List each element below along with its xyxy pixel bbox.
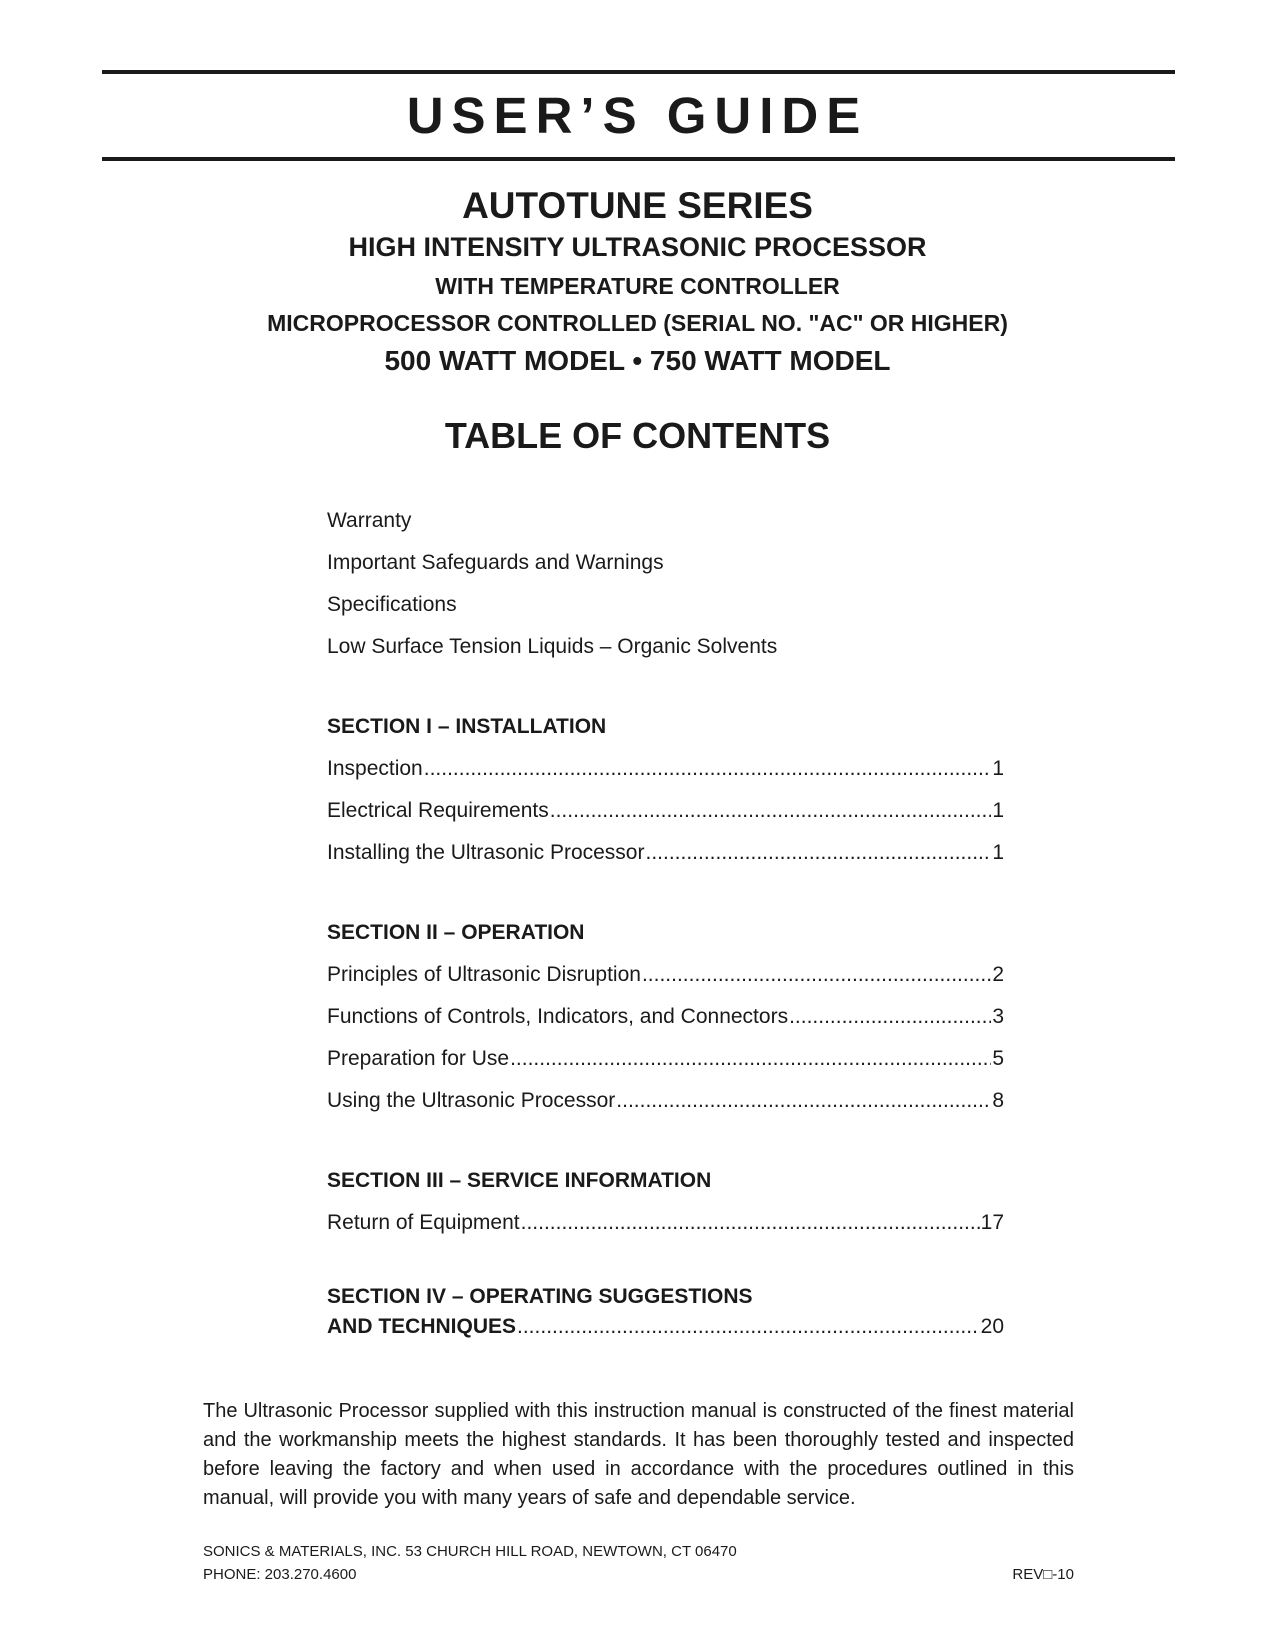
bottom-rule [102,157,1175,161]
toc-entry [327,1312,1004,1342]
dot-leader [616,1080,991,1122]
toc-entry-label: Using the Ultrasonic Processor [327,1089,616,1112]
section-heading-continued: AND TECHNIQUES [327,1315,517,1338]
dot-leader [550,790,992,832]
toc-entry [327,1202,1004,1244]
toc-intro-item: Low Surface Tension Liquids – Organic Solvents [327,635,778,658]
dot-leader [642,954,991,996]
dot-leader [510,1038,991,1080]
toc-entry-page: 20 [980,1315,1004,1338]
dot-leader [517,1312,980,1342]
section-heading: SECTION II – OPERATION [327,921,585,944]
toc-section-2 [327,912,1004,1122]
series-title: AUTOTUNE SERIES [462,185,813,226]
toc-entry [327,954,1004,996]
top-rule [102,70,1175,74]
toc-entry-label: Principles of Ultrasonic Disruption [327,963,641,986]
section-heading: SECTION IV – OPERATING SUGGESTIONS [327,1285,753,1308]
disclaimer-paragraph: The Ultrasonic Processor supplied with this instruction manual is constructed of the finest material and the workmanship meets the highest standards. It has been thoroughly tested and inspected before leaving the factory and when used in accordance with the procedures outlined in this manual, will provide you with many years of safe and dependable service. [203,1400,1074,1509]
toc-entry-page: 1 [992,799,1004,822]
footer-phone: PHONE: 203.270.4600 [203,1566,357,1583]
toc-entry [327,1080,1004,1122]
toc-intro-item: Warranty [327,509,412,532]
series-subtitle-3: MICROPROCESSOR CONTROLLED (SERIAL NO. "AC" OR HIGHER) [267,310,1008,336]
toc-entry [327,996,1004,1038]
toc-entry-label: Electrical Requirements [327,799,549,822]
toc-entry-page: 3 [992,1005,1004,1028]
footer-address: SONICS & MATERIALS, INC. 53 CHURCH HILL ROAD, NEWTOWN, CT 06470 [203,1543,737,1560]
toc-intro-item: Specifications [327,593,457,616]
section-heading: SECTION III – SERVICE INFORMATION [327,1169,712,1192]
dot-leader [424,748,992,790]
toc-entry-label: Return of Equipment [327,1211,520,1234]
dot-leader [789,996,991,1038]
toc-entry [327,832,1004,874]
toc-entry-page: 17 [980,1211,1004,1234]
series-subtitle-4: 500 WATT MODEL • 750 WATT MODEL [384,345,891,376]
table-of-contents [327,500,1004,1342]
toc-entry-page: 5 [992,1047,1004,1070]
toc-entry [327,790,1004,832]
page-title: USER’S GUIDE [406,87,869,144]
toc-entry-label: Functions of Controls, Indicators, and Connectors [327,1005,789,1028]
toc-entry-page: 8 [992,1089,1004,1112]
dot-leader [645,832,991,874]
toc-intro-item: Important Safeguards and Warnings [327,551,664,574]
footer-revision: REV□-10 [1012,1566,1074,1583]
toc-entry-label: Preparation for Use [327,1047,510,1070]
toc-entry-label: Inspection [327,757,423,780]
toc-entry-page: 1 [992,841,1004,864]
toc-entry-page: 1 [992,757,1004,780]
toc-section-4 [327,1282,1004,1342]
toc-entry-label: Installing the Ultrasonic Processor [327,841,645,864]
series-subtitle-2: WITH TEMPERATURE CONTROLLER [435,273,840,299]
toc-section-1 [327,706,1004,874]
series-subtitle-1: HIGH INTENSITY ULTRASONIC PROCESSOR [348,232,927,262]
toc-section-3 [327,1160,1004,1244]
toc-entry-page: 2 [992,963,1004,986]
dot-leader [521,1202,980,1244]
toc-title: TABLE OF CONTENTS [444,415,831,456]
toc-entry [327,748,1004,790]
section-heading: SECTION I – INSTALLATION [327,715,607,738]
toc-entry [327,1038,1004,1080]
